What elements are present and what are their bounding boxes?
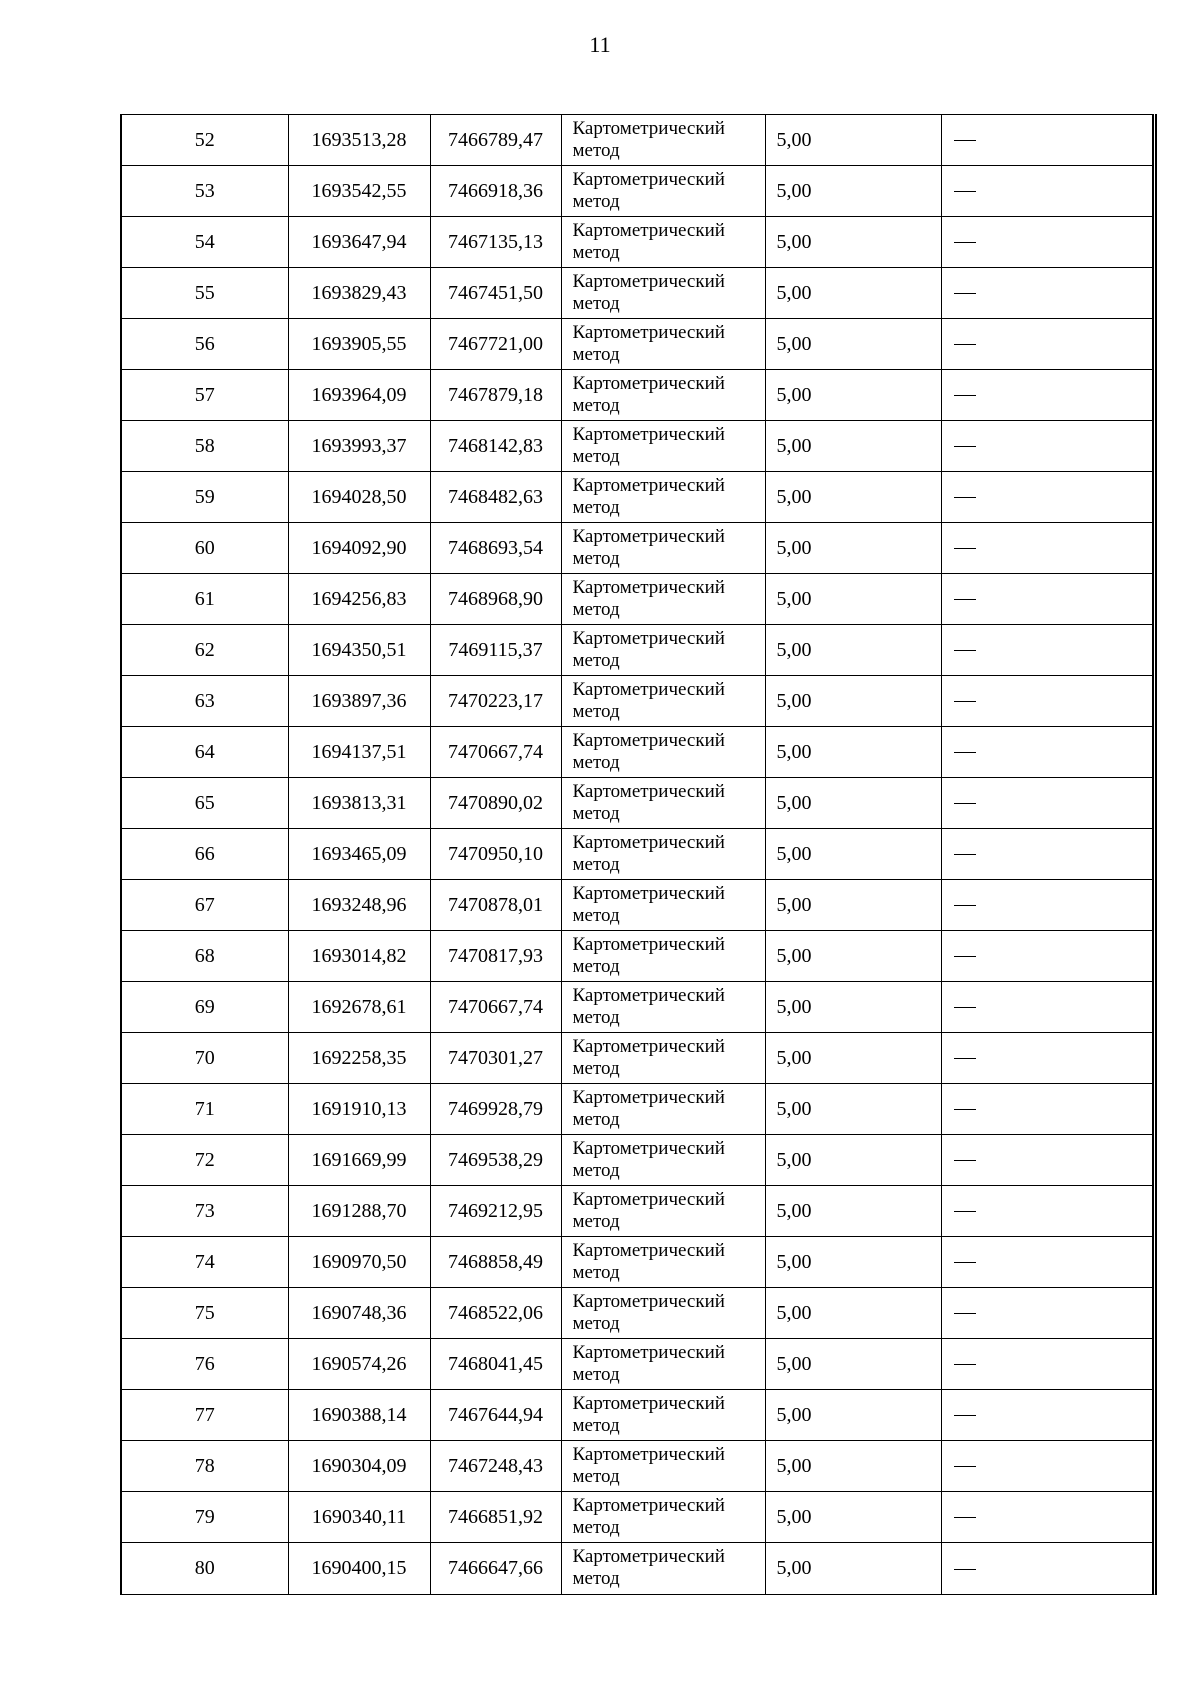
point-number-cell: 59 [122, 472, 288, 523]
coordinate-x-cell: 1693248,96 [288, 880, 430, 931]
method-line-2: метод [572, 497, 620, 518]
coordinate-y-cell: 7470301,27 [430, 1033, 561, 1084]
coordinate-x-cell: 1691910,13 [288, 1084, 430, 1135]
description-cell [941, 880, 1152, 931]
point-number-cell: 70 [122, 1033, 288, 1084]
accuracy-cell: 5,00 [765, 1186, 941, 1237]
method-cell [561, 829, 765, 880]
table-row [122, 1033, 1152, 1084]
method-line-2: метод [572, 446, 620, 467]
method-cell [561, 778, 765, 829]
accuracy-cell: 5,00 [765, 1543, 941, 1594]
point-number-cell: 53 [122, 166, 288, 217]
coordinate-y-cell: 7468041,45 [430, 1339, 561, 1390]
method-cell [561, 1186, 765, 1237]
point-number-cell: 72 [122, 1135, 288, 1186]
coordinate-y-cell: 7468522,06 [430, 1288, 561, 1339]
coordinate-x-cell: 1690574,26 [288, 1339, 430, 1390]
point-number-cell: 67 [122, 880, 288, 931]
point-number-cell: 78 [122, 1441, 288, 1492]
description-cell [941, 268, 1152, 319]
method-cell [561, 319, 765, 370]
table-row [122, 574, 1152, 625]
coordinate-x-cell: 1694137,51 [288, 727, 430, 778]
method-cell [561, 625, 765, 676]
method-line-1: Картометрический [572, 1393, 725, 1414]
point-number-cell: 56 [122, 319, 288, 370]
method-line-1: Картометрический [572, 1087, 725, 1108]
method-line-2: метод [572, 548, 620, 569]
method-cell [561, 574, 765, 625]
page-number: 11 [589, 32, 611, 57]
method-line-2: метод [572, 344, 620, 365]
method-line-2: метод [572, 395, 620, 416]
em-dash-mark [954, 905, 976, 906]
em-dash-mark [954, 701, 976, 702]
description-cell [941, 217, 1152, 268]
coordinate-x-cell: 1692678,61 [288, 982, 430, 1033]
accuracy-cell: 5,00 [765, 880, 941, 931]
coordinate-x-cell: 1691669,99 [288, 1135, 430, 1186]
method-line-1: Картометрический [572, 628, 725, 649]
method-line-1: Картометрический [572, 832, 725, 853]
table-row [122, 1288, 1152, 1339]
description-cell [941, 1390, 1152, 1441]
em-dash-mark [954, 497, 976, 498]
method-line-1: Картометрический [572, 1495, 725, 1516]
description-cell [941, 1084, 1152, 1135]
method-line-1: Картометрический [572, 883, 725, 904]
accuracy-cell: 5,00 [765, 1441, 941, 1492]
method-line-1: Картометрический [572, 1189, 725, 1210]
accuracy-cell: 5,00 [765, 676, 941, 727]
method-line-1: Картометрический [572, 475, 725, 496]
method-line-2: метод [572, 1058, 620, 1079]
coordinate-x-cell: 1690304,09 [288, 1441, 430, 1492]
method-cell [561, 421, 765, 472]
accuracy-cell: 5,00 [765, 1288, 941, 1339]
coordinate-x-cell: 1694256,83 [288, 574, 430, 625]
accuracy-cell: 5,00 [765, 370, 941, 421]
method-line-2: метод [572, 650, 620, 671]
coordinate-x-cell: 1691288,70 [288, 1186, 430, 1237]
accuracy-cell: 5,00 [765, 268, 941, 319]
method-cell [561, 1492, 765, 1543]
accuracy-cell: 5,00 [765, 1135, 941, 1186]
description-cell [941, 727, 1152, 778]
method-line-1: Картометрический [572, 1291, 725, 1312]
table-row [122, 829, 1152, 880]
method-cell [561, 1033, 765, 1084]
coordinate-x-cell: 1693465,09 [288, 829, 430, 880]
description-cell [941, 1033, 1152, 1084]
table-row [122, 166, 1152, 217]
description-cell [941, 1441, 1152, 1492]
accuracy-cell: 5,00 [765, 166, 941, 217]
description-cell [941, 1543, 1152, 1594]
coordinate-x-cell: 1693014,82 [288, 931, 430, 982]
em-dash-mark [954, 1058, 976, 1059]
table-row [122, 1492, 1152, 1543]
point-number-cell: 80 [122, 1543, 288, 1594]
point-number-cell: 79 [122, 1492, 288, 1543]
description-cell [941, 166, 1152, 217]
coordinate-x-cell: 1693647,94 [288, 217, 430, 268]
point-number-cell: 61 [122, 574, 288, 625]
coordinate-y-cell: 7468142,83 [430, 421, 561, 472]
em-dash-mark [954, 1415, 976, 1416]
accuracy-cell: 5,00 [765, 931, 941, 982]
table-row [122, 421, 1152, 472]
method-line-2: метод [572, 1466, 620, 1487]
description-cell [941, 1492, 1152, 1543]
method-line-1: Картометрический [572, 220, 725, 241]
accuracy-cell: 5,00 [765, 1237, 941, 1288]
accuracy-cell: 5,00 [765, 574, 941, 625]
coordinate-y-cell: 7466851,92 [430, 1492, 561, 1543]
method-cell [561, 268, 765, 319]
method-cell [561, 217, 765, 268]
accuracy-cell: 5,00 [765, 727, 941, 778]
accuracy-cell: 5,00 [765, 778, 941, 829]
description-cell [941, 115, 1152, 166]
method-line-1: Картометрический [572, 1342, 725, 1363]
coordinates-table [122, 114, 1152, 1594]
table-row [122, 982, 1152, 1033]
table-row [122, 778, 1152, 829]
em-dash-mark [954, 752, 976, 753]
table-row [122, 268, 1152, 319]
coordinate-y-cell: 7470878,01 [430, 880, 561, 931]
method-line-2: метод [572, 956, 620, 977]
method-cell [561, 1135, 765, 1186]
em-dash-mark [954, 191, 976, 192]
method-line-1: Картометрический [572, 730, 725, 751]
em-dash-mark [954, 1569, 976, 1570]
method-line-2: метод [572, 1007, 620, 1028]
coordinate-y-cell: 7466789,47 [430, 115, 561, 166]
point-number-cell: 65 [122, 778, 288, 829]
em-dash-mark [954, 1109, 976, 1110]
table-row [122, 115, 1152, 166]
table-row [122, 1186, 1152, 1237]
table-row [122, 217, 1152, 268]
coordinate-y-cell: 7467721,00 [430, 319, 561, 370]
method-cell [561, 115, 765, 166]
method-cell [561, 166, 765, 217]
method-cell [561, 523, 765, 574]
method-line-1: Картометрический [572, 577, 725, 598]
method-line-1: Картометрический [572, 1138, 725, 1159]
accuracy-cell: 5,00 [765, 1390, 941, 1441]
description-cell [941, 421, 1152, 472]
method-line-2: метод [572, 599, 620, 620]
accuracy-cell: 5,00 [765, 115, 941, 166]
method-cell [561, 727, 765, 778]
coordinate-y-cell: 7467879,18 [430, 370, 561, 421]
em-dash-mark [954, 1466, 976, 1467]
accuracy-cell: 5,00 [765, 523, 941, 574]
coordinate-x-cell: 1694350,51 [288, 625, 430, 676]
coordinate-y-cell: 7468858,49 [430, 1237, 561, 1288]
point-number-cell: 75 [122, 1288, 288, 1339]
coordinate-y-cell: 7470817,93 [430, 931, 561, 982]
method-cell [561, 1237, 765, 1288]
coordinate-x-cell: 1693897,36 [288, 676, 430, 727]
method-cell [561, 1339, 765, 1390]
method-cell [561, 472, 765, 523]
method-line-2: метод [572, 1160, 620, 1181]
method-cell [561, 1084, 765, 1135]
point-number-cell: 55 [122, 268, 288, 319]
description-cell [941, 778, 1152, 829]
method-line-2: метод [572, 701, 620, 722]
coordinate-y-cell: 7468968,90 [430, 574, 561, 625]
description-cell [941, 931, 1152, 982]
em-dash-mark [954, 242, 976, 243]
em-dash-mark [954, 548, 976, 549]
method-cell [561, 1441, 765, 1492]
accuracy-cell: 5,00 [765, 319, 941, 370]
method-line-2: метод [572, 1517, 620, 1538]
point-number-cell: 73 [122, 1186, 288, 1237]
description-cell [941, 1339, 1152, 1390]
method-line-1: Картометрический [572, 118, 725, 139]
em-dash-mark [954, 956, 976, 957]
em-dash-mark [954, 1364, 976, 1365]
coordinate-y-cell: 7466918,36 [430, 166, 561, 217]
method-cell [561, 676, 765, 727]
method-line-1: Картометрический [572, 985, 725, 1006]
em-dash-mark [954, 599, 976, 600]
em-dash-mark [954, 1313, 976, 1314]
coordinate-y-cell: 7470950,10 [430, 829, 561, 880]
description-cell [941, 1135, 1152, 1186]
method-line-2: метод [572, 242, 620, 263]
description-cell [941, 982, 1152, 1033]
method-line-1: Картометрический [572, 322, 725, 343]
description-cell [941, 319, 1152, 370]
method-line-2: метод [572, 1211, 620, 1232]
method-line-2: метод [572, 803, 620, 824]
method-line-2: метод [572, 1364, 620, 1385]
method-line-1: Картометрический [572, 1444, 725, 1465]
method-line-1: Картометрический [572, 679, 725, 700]
accuracy-cell: 5,00 [765, 421, 941, 472]
coordinate-x-cell: 1694092,90 [288, 523, 430, 574]
method-line-2: метод [572, 191, 620, 212]
em-dash-mark [954, 803, 976, 804]
point-number-cell: 52 [122, 115, 288, 166]
coordinate-y-cell: 7468693,54 [430, 523, 561, 574]
method-line-1: Картометрический [572, 526, 725, 547]
description-cell [941, 472, 1152, 523]
em-dash-mark [954, 1517, 976, 1518]
point-number-cell: 77 [122, 1390, 288, 1441]
point-number-cell: 62 [122, 625, 288, 676]
coordinate-y-cell: 7469928,79 [430, 1084, 561, 1135]
coordinate-x-cell: 1690970,50 [288, 1237, 430, 1288]
coordinate-x-cell: 1693964,09 [288, 370, 430, 421]
coordinate-y-cell: 7470667,74 [430, 982, 561, 1033]
coordinates-table-frame [120, 114, 1157, 1595]
table-row [122, 370, 1152, 421]
method-cell [561, 1288, 765, 1339]
coordinate-y-cell: 7470223,17 [430, 676, 561, 727]
table-row [122, 676, 1152, 727]
coordinate-y-cell: 7469212,95 [430, 1186, 561, 1237]
description-cell [941, 523, 1152, 574]
method-cell [561, 1390, 765, 1441]
method-cell [561, 370, 765, 421]
table-row [122, 880, 1152, 931]
method-line-2: метод [572, 293, 620, 314]
em-dash-mark [954, 1160, 976, 1161]
coordinate-x-cell: 1693513,28 [288, 115, 430, 166]
method-line-1: Картометрический [572, 424, 725, 445]
point-number-cell: 63 [122, 676, 288, 727]
coordinate-x-cell: 1693542,55 [288, 166, 430, 217]
method-line-1: Картометрический [572, 271, 725, 292]
method-cell [561, 1543, 765, 1594]
method-line-2: метод [572, 854, 620, 875]
em-dash-mark [954, 344, 976, 345]
method-line-1: Картометрический [572, 1240, 725, 1261]
em-dash-mark [954, 1262, 976, 1263]
table-row [122, 1237, 1152, 1288]
method-line-2: метод [572, 1313, 620, 1334]
table-row [122, 931, 1152, 982]
method-line-1: Картометрический [572, 1546, 725, 1568]
method-line-1: Картометрический [572, 1036, 725, 1057]
coordinate-x-cell: 1693829,43 [288, 268, 430, 319]
coordinate-x-cell: 1693905,55 [288, 319, 430, 370]
method-line-1: Картометрический [572, 781, 725, 802]
coordinate-x-cell: 1690388,14 [288, 1390, 430, 1441]
method-line-2: метод [572, 905, 620, 926]
accuracy-cell: 5,00 [765, 217, 941, 268]
accuracy-cell: 5,00 [765, 829, 941, 880]
description-cell [941, 829, 1152, 880]
coordinate-y-cell: 7467451,50 [430, 268, 561, 319]
method-cell [561, 880, 765, 931]
coordinate-y-cell: 7469115,37 [430, 625, 561, 676]
point-number-cell: 66 [122, 829, 288, 880]
point-number-cell: 76 [122, 1339, 288, 1390]
coordinate-x-cell: 1693813,31 [288, 778, 430, 829]
coordinate-y-cell: 7467248,43 [430, 1441, 561, 1492]
method-line-1: Картометрический [572, 934, 725, 955]
coordinate-x-cell: 1693993,37 [288, 421, 430, 472]
accuracy-cell: 5,00 [765, 625, 941, 676]
accuracy-cell: 5,00 [765, 1084, 941, 1135]
coordinate-y-cell: 7470667,74 [430, 727, 561, 778]
method-line-2: метод [572, 140, 620, 161]
method-cell [561, 982, 765, 1033]
point-number-cell: 68 [122, 931, 288, 982]
em-dash-mark [954, 140, 976, 141]
table-row [122, 1441, 1152, 1492]
coordinate-y-cell: 7469538,29 [430, 1135, 561, 1186]
table-row [122, 472, 1152, 523]
accuracy-cell: 5,00 [765, 1492, 941, 1543]
description-cell [941, 370, 1152, 421]
coordinates-table-body [122, 115, 1152, 1594]
coordinate-y-cell: 7467135,13 [430, 217, 561, 268]
method-line-2: метод [572, 1262, 620, 1283]
table-row [122, 1543, 1152, 1594]
table-row [122, 1084, 1152, 1135]
coordinate-x-cell: 1690748,36 [288, 1288, 430, 1339]
accuracy-cell: 5,00 [765, 472, 941, 523]
point-number-cell: 64 [122, 727, 288, 778]
accuracy-cell: 5,00 [765, 982, 941, 1033]
accuracy-cell: 5,00 [765, 1339, 941, 1390]
point-number-cell: 74 [122, 1237, 288, 1288]
method-line-2: метод [572, 752, 620, 773]
em-dash-mark [954, 446, 976, 447]
em-dash-mark [954, 293, 976, 294]
coordinate-x-cell: 1690340,11 [288, 1492, 430, 1543]
coordinate-y-cell: 7466647,66 [430, 1543, 561, 1594]
em-dash-mark [954, 1007, 976, 1008]
table-row [122, 727, 1152, 778]
description-cell [941, 1288, 1152, 1339]
description-cell [941, 574, 1152, 625]
coordinate-x-cell: 1690400,15 [288, 1543, 430, 1594]
coordinate-y-cell: 7468482,63 [430, 472, 561, 523]
table-row [122, 625, 1152, 676]
coordinate-y-cell: 7470890,02 [430, 778, 561, 829]
em-dash-mark [954, 650, 976, 651]
method-line-2: метод [572, 1415, 620, 1436]
method-line-1: Картометрический [572, 169, 725, 190]
description-cell [941, 676, 1152, 727]
point-number-cell: 71 [122, 1084, 288, 1135]
accuracy-cell: 5,00 [765, 1033, 941, 1084]
method-line-2: метод [572, 1109, 620, 1130]
method-line-1: Картометрический [572, 373, 725, 394]
coordinate-x-cell: 1692258,35 [288, 1033, 430, 1084]
table-row [122, 319, 1152, 370]
description-cell [941, 1237, 1152, 1288]
description-cell [941, 625, 1152, 676]
method-line-2: метод [572, 1568, 620, 1590]
table-row [122, 1390, 1152, 1441]
point-number-cell: 54 [122, 217, 288, 268]
coordinate-y-cell: 7467644,94 [430, 1390, 561, 1441]
em-dash-mark [954, 854, 976, 855]
point-number-cell: 58 [122, 421, 288, 472]
table-row [122, 1135, 1152, 1186]
table-row [122, 1339, 1152, 1390]
coordinate-x-cell: 1694028,50 [288, 472, 430, 523]
point-number-cell: 57 [122, 370, 288, 421]
em-dash-mark [954, 395, 976, 396]
em-dash-mark [954, 1211, 976, 1212]
table-row [122, 523, 1152, 574]
method-cell [561, 931, 765, 982]
point-number-cell: 60 [122, 523, 288, 574]
point-number-cell: 69 [122, 982, 288, 1033]
description-cell [941, 1186, 1152, 1237]
